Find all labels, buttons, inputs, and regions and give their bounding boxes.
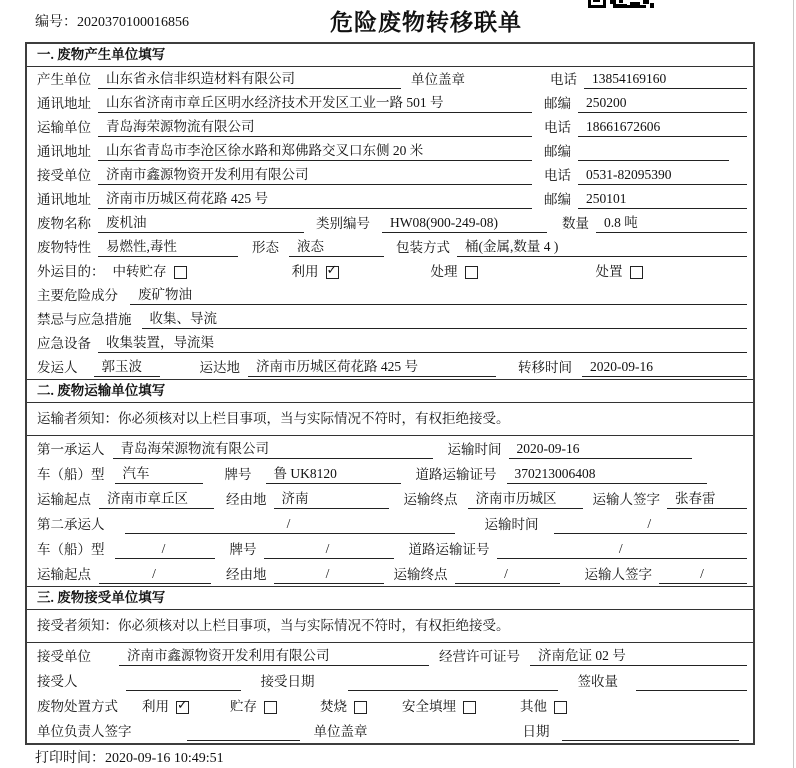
producer-phone-value: 13854169160 [584,70,747,89]
transfer-time-label: 转移时间 [518,360,572,375]
receiver-unit-row [27,163,753,187]
producer-phone-label: 电话 [550,72,577,87]
vehicle2-plate-value: / [264,540,394,559]
disposal-method-row [27,693,753,718]
purpose-transfer-storage-checkbox [174,266,187,279]
receiver-notice: 接受者须知：你必须核对以上栏目事项，当与实际情况不符时，有权拒绝接受。 [27,610,753,643]
waste-category-label: 类别编号 [316,216,370,231]
producer-postcode-label: 邮编 [544,96,571,111]
route1-via-value: 济南 [274,490,389,509]
disposal-option-utilize-label: 利用 [142,699,169,714]
carrier1-value: 青岛海荣源物流有限公司 [113,440,433,459]
purpose-option-utilize-label: 利用 [291,264,319,279]
waste-name-label: 废物名称 [37,216,91,231]
carrier1-time-value: 2020-09-16 [509,440,693,459]
route2-end-label: 运输终点 [393,567,448,582]
responsible-sign-label: 单位负责人签字 [37,724,132,739]
taboo-measures-value: 收集、导流 [142,310,748,329]
section2-header: 二. 废物运输单位填写 [27,379,753,403]
transporter-unit-label: 运输单位 [37,120,91,135]
waste-property-label: 废物特性 [37,240,91,255]
receiver-address-value: 济南市历城区荷花路 425 号 [98,190,532,209]
waste-name-row [27,211,753,235]
route1-sign-value: 张春雷 [667,490,747,509]
vehicle1-permit-label: 道路运输证号 [415,467,497,482]
producer-unit-row [27,67,753,91]
signed-amount-value [636,672,747,691]
receiver-postcode-value: 250101 [578,190,747,209]
carrier1-row [27,436,753,461]
dispatcher-value: 郭玉波 [94,358,160,377]
disposal-option-landfill-label: 安全填埋 [402,699,456,714]
dispatcher-label: 发运人 [37,360,78,375]
destination-value: 济南市历城区荷花路 425 号 [248,358,496,377]
carrier2-label: 第二承运人 [37,517,105,532]
waste-name-value: 废机油 [98,214,304,233]
acceptor-value [126,672,241,691]
route1-start-value: 济南市章丘区 [99,490,214,509]
route2-sign-label: 运输人签字 [584,567,652,582]
acceptor-row [27,668,753,693]
waste-quantity-value: 0.8 吨 [596,214,747,233]
hazard-component-value: 废矿物油 [130,286,747,305]
disposal-incinerate-checkbox [354,701,367,714]
producer-postcode-value: 250200 [578,94,747,113]
purpose-dispose-checkbox [630,266,643,279]
producer-address-value: 山东省济南市章丘区明水经济技术开发区工业一路 501 号 [98,94,532,113]
page-edge-line [793,0,794,768]
receiver-phone-label: 电话 [544,168,571,183]
page-title: 危险废物转移联单 [330,10,522,35]
waste-quantity-label: 数量 [562,216,589,231]
producer-address-row [27,91,753,115]
dispatcher-row [27,355,753,379]
vehicle1-row [27,461,753,486]
route1-start-label: 运输起点 [37,492,91,507]
transporter-postcode-value [578,142,729,161]
disposal-utilize-checkbox [176,701,189,714]
packaging-label: 包装方式 [396,240,450,255]
carrier1-label: 第一承运人 [37,442,105,457]
vehicle2-permit-label: 道路运输证号 [408,542,490,557]
carrier2-time-value: / [554,515,748,534]
transporter-phone-label: 电话 [544,120,571,135]
acceptor-label: 接受人 [37,674,78,689]
document-number [35,11,189,31]
section3-header: 三. 废物接受单位填写 [27,586,753,610]
signoff-row [27,718,753,743]
receiver-address-label: 通讯地址 [37,192,91,207]
route2-start-label: 运输起点 [37,567,91,582]
route1-via-label: 经由地 [226,492,267,507]
packaging-value: 桶(金属,数量 4 ) [457,238,747,257]
carrier1-time-label: 运输时间 [447,442,502,457]
responsible-sign-value [187,722,300,741]
date-label: 日期 [522,724,550,739]
transporter-unit-value: 青岛海荣源物流有限公司 [98,118,532,137]
accept-unit-value: 济南市鑫源物资开发利用有限公司 [119,647,429,666]
disposal-option-other-label: 其他 [520,699,547,714]
document-number-label: 编号： [35,15,77,30]
emergency-equipment-row [27,331,753,355]
carrier2-value: / [125,515,455,534]
section1-header: 一. 废物产生单位填写 [27,44,753,67]
signed-amount-label: 签收量 [577,674,618,689]
document-number-value: 2020370100016856 [77,15,189,30]
waste-property-row [27,235,753,259]
carrier2-time-label: 运输时间 [484,517,539,532]
print-time-value: 2020-09-16 10:49:51 [105,751,224,766]
transfer-time-value: 2020-09-16 [582,358,747,377]
transporter-notice: 运输者须知：你必须核对以上栏目事项，当与实际情况不符时，有权拒绝接受。 [27,403,753,436]
transporter-postcode-label: 邮编 [544,144,571,159]
taboo-measures-label: 禁忌与应急措施 [37,312,132,327]
manifest-form-table [25,42,755,745]
route2-via-label: 经由地 [226,567,267,582]
accept-date-value [348,672,558,691]
disposal-option-storage-label: 贮存 [230,699,257,714]
receiver-address-row [27,187,753,211]
carrier2-row [27,511,753,536]
disposal-landfill-checkbox [463,701,476,714]
transfer-purpose-row [27,259,753,283]
print-time [35,747,224,767]
vehicle1-type-value: 汽车 [115,465,203,484]
hazard-component-row [27,283,753,307]
purpose-option-dispose-label: 处置 [595,264,623,279]
producer-unit-value: 山东省永信非织造材料有限公司 [98,70,401,89]
producer-address-label: 通讯地址 [37,96,91,111]
receiver-unit-label: 接受单位 [37,168,91,183]
vehicle1-plate-label: 牌号 [224,467,252,482]
transporter-unit-row [27,115,753,139]
purpose-utilize-checkbox [326,266,339,279]
qr-code-fragment [588,0,654,10]
unit-seal-label: 单位盖章 [411,72,465,87]
transporter-address-value: 山东省青岛市李沧区徐水路和郑佛路交叉口东侧 20 米 [98,142,532,161]
route2-sign-value: / [659,565,747,584]
receiver-postcode-label: 邮编 [544,192,571,207]
route1-row [27,486,753,511]
disposal-storage-checkbox [264,701,277,714]
vehicle1-plate-value: 鲁 UK8120 [266,465,401,484]
unit-seal-label-2: 单位盖章 [313,724,368,739]
date-value [562,722,740,741]
vehicle1-type-label: 车（船）型 [37,467,105,482]
route1-end-value: 济南市历城区 [468,490,583,509]
producer-unit-label: 产生单位 [37,72,91,87]
accept-unit-label: 接受单位 [37,649,91,664]
disposal-method-label: 废物处置方式 [37,699,118,714]
route1-sign-label: 运输人签字 [592,492,660,507]
route2-row [27,561,753,586]
disposal-other-checkbox [554,701,567,714]
route2-start-value: / [99,565,211,584]
emergency-equipment-value: 收集装置，导流渠 [98,334,747,353]
route2-via-value: / [274,565,384,584]
transporter-phone-value: 18661672606 [578,118,747,137]
hazard-component-label: 主要危险成分 [37,288,118,303]
waste-category-value: HW08(900-249-08) [382,214,547,233]
transporter-address-label: 通讯地址 [37,144,91,159]
route2-end-value: / [455,565,560,584]
vehicle2-type-label: 车（船）型 [37,542,105,557]
accept-unit-row [27,643,753,668]
waste-form-label: 形态 [252,240,279,255]
license-label: 经营许可证号 [439,649,520,664]
receiver-phone-value: 0531-82095390 [578,166,747,185]
license-value: 济南危证 02 号 [530,647,747,666]
purpose-option-treat-label: 处理 [430,264,458,279]
taboo-measures-row [27,307,753,331]
destination-label: 运达地 [199,360,240,375]
transporter-address-row [27,139,753,163]
vehicle2-type-value: / [115,540,215,559]
vehicle1-permit-value: 370213006408 [507,465,708,484]
purpose-treat-checkbox [465,266,478,279]
purpose-option-transfer-storage-label: 中转贮存 [112,264,167,279]
waste-property-value: 易燃性,毒性 [98,238,238,257]
vehicle2-permit-value: / [497,540,748,559]
vehicle2-row [27,536,753,561]
vehicle2-plate-label: 牌号 [229,542,257,557]
receiver-unit-value: 济南市鑫源物资开发利用有限公司 [98,166,532,185]
transfer-purpose-label: 外运目的： [37,264,105,279]
waste-form-value: 液态 [289,238,384,257]
accept-date-label: 接受日期 [260,674,315,689]
route1-end-label: 运输终点 [403,492,458,507]
print-time-label: 打印时间： [35,751,105,766]
disposal-option-incinerate-label: 焚烧 [320,699,347,714]
emergency-equipment-label: 应急设备 [37,336,91,351]
